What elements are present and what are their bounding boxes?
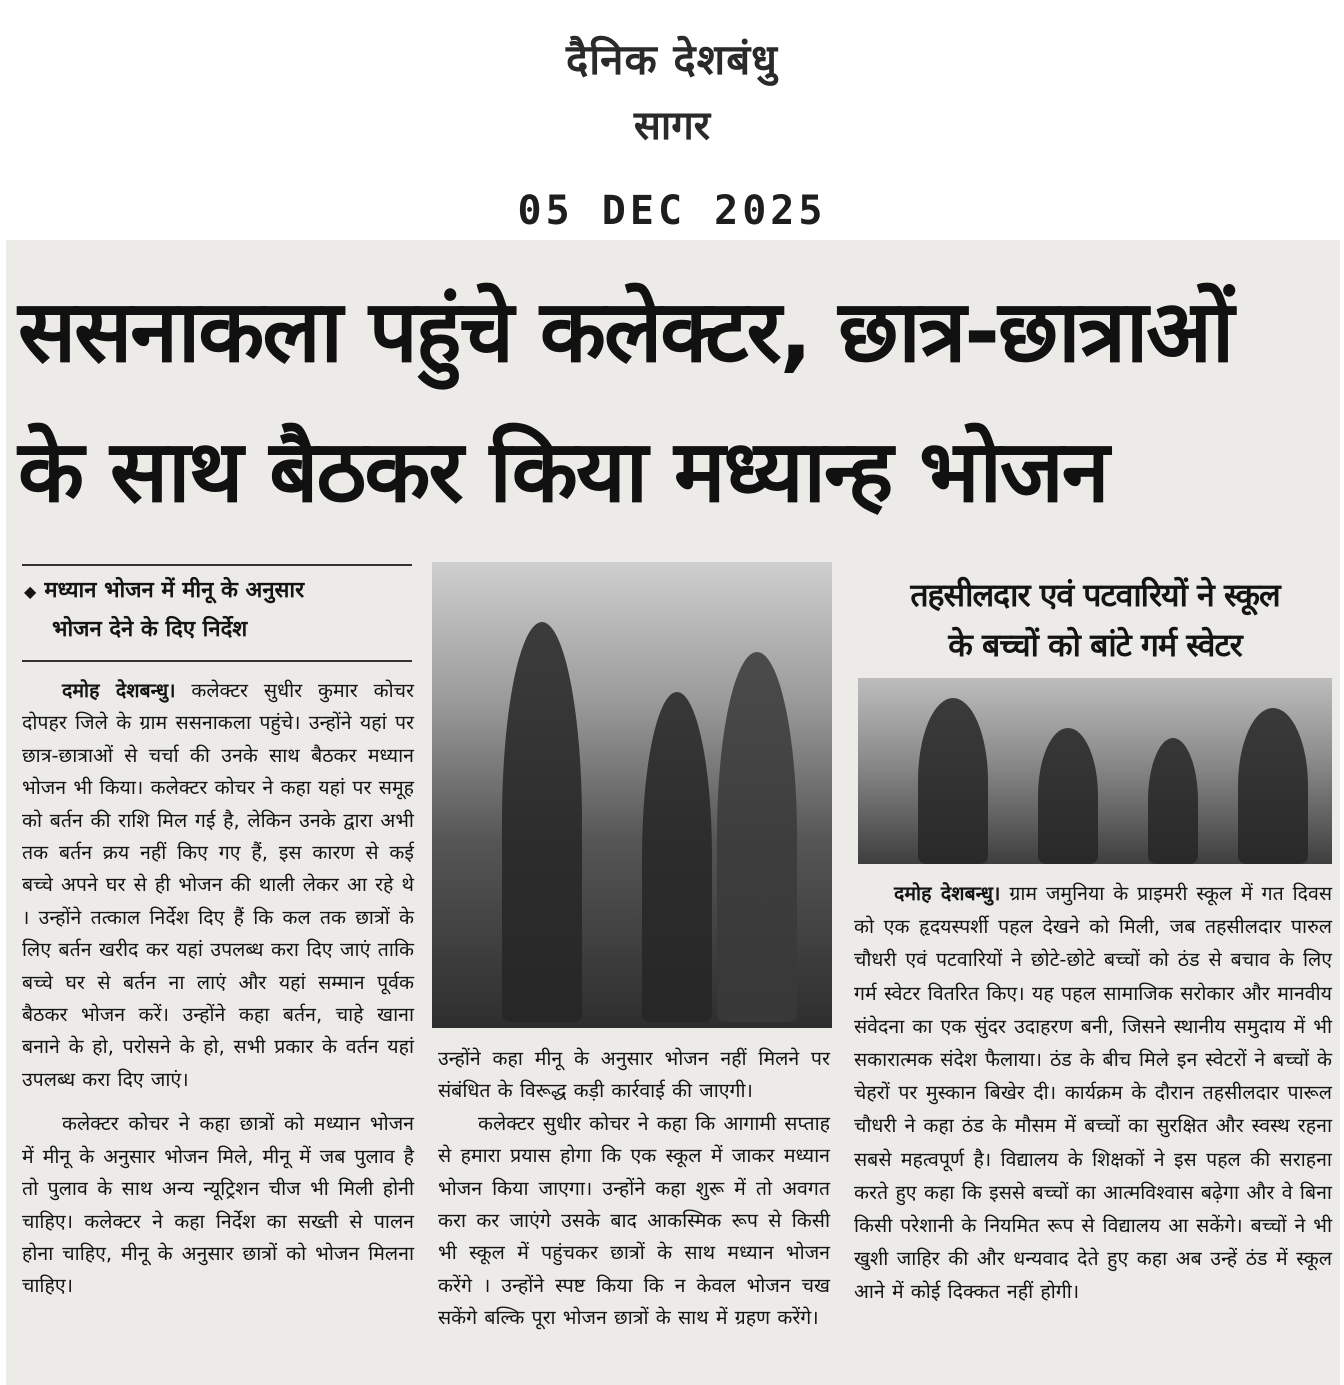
subhead-top-rule <box>22 564 412 566</box>
sweater-distribution-photo <box>858 678 1332 864</box>
main-story-column-1 <box>22 675 414 1303</box>
photo-person-silhouette <box>642 692 712 1022</box>
photo-person-silhouette <box>918 698 988 864</box>
diamond-bullet-icon: ◆ <box>24 582 37 601</box>
collector-meal-photo <box>432 562 832 1028</box>
photo-person-silhouette <box>1148 738 1198 864</box>
side-story-dateline: दमोह देशबन्धु। <box>894 882 1001 905</box>
main-subhead <box>24 572 404 649</box>
main-story-paragraph-3: उन्होंने कहा मीनू के अनुसार भोजन नहीं मिलने पर संबंधित के विरूद्ध कड़ी कार्रवाई की जाएगी। <box>438 1047 830 1103</box>
clipping-date-stamp: 05 DEC 2025 <box>517 188 827 234</box>
side-headline-line2: के बच्चों को बांटे गर्म स्वेटर <box>948 626 1242 664</box>
side-headline-line1: तहसीलदार एवं पटवारियों ने स्कूल <box>910 576 1280 614</box>
main-headline-line2: के साथ बैठकर किया मध्यान्ह भोजन <box>18 422 1108 522</box>
main-headline <box>18 262 1328 542</box>
photo-person-silhouette <box>1238 708 1308 864</box>
subhead-bottom-rule <box>22 660 412 662</box>
main-story-paragraph-1: कलेक्टर सुधीर कुमार कोचर दोपहर जिले के ग्राम ससनाकला पहुंचे। उन्होंने यहां पर छात्र-छात्राओं से चर्चा की उनके साथ बैठकर मध्यान भोजन भी किया। कलेक्टर कोचर ने कहा यहां पर समूह को बर्तन की राशि मिल गई है, लेकिन उनके द्वारा अभी तक बर्तन क्रय नहीं किए गए हैं, इस कारण से कई बच्चे अपने घर से ही भोजन की थाली लेकर आ रहे थे । उन्होंने तत्काल निर्देश दिए हैं कि कल तक छात्रों के लिए बर्तन खरीद कर यहां उपलब्ध करा दिए जाएं ताकि बच्चे घर से बर्तन ना लाएं और यहां सम्मान पूर्वक बैठकर भोजन करें। उन्होंने कहा बर्तन, चाहे खाना बनाने के हो, परोसने के हो, सभी प्रकार के वर्तन यहां उपलब्ध करा दिए जाएं। <box>22 679 414 1091</box>
side-headline <box>858 570 1332 670</box>
main-story-column-2 <box>438 1043 830 1335</box>
subhead-line1: मध्यान भोजन में मीनू के अनुसार <box>44 578 305 603</box>
subhead-line2: भोजन देने के दिए निर्देश <box>52 617 248 642</box>
masthead-city: सागर <box>633 103 711 149</box>
main-story-dateline: दमोह देशबन्धु। <box>62 679 176 702</box>
side-story-column <box>854 877 1332 1309</box>
main-story-paragraph-4: कलेक्टर सुधीर कोचर ने कहा कि आगामी सप्ताह से हमारा प्रयास होगा कि एक स्कूल में जाकर मध्यान भोजन किया जाएगा। उन्होंने कहा शुरू में तो अवगत करा कर जाएंगे उसके बाद आकस्मिक रूप से किसी भी स्कूल में पहुंचकर छात्रों के साथ मध्यान भोजन करेंगे । उन्होंने स्पष्ट किया कि न केवल भोजन चख सकेंगे बल्कि पूरा भोजन छात्रों के साथ में ग्रहण करेंगे। <box>438 1111 830 1330</box>
photo-person-silhouette <box>717 652 797 1022</box>
masthead-paper-name: दैनिक देशबंधु <box>565 35 779 84</box>
photo-person-silhouette <box>502 622 582 1022</box>
side-story-body: ग्राम जमुनिया के प्राइमरी स्कूल में गत दिवस को एक हृदयस्पर्शी पहल देखने को मिली, जब तहसीलदार पारुल चौधरी एवं पटवारियों ने छोटे-छोटे बच्चों को ठंड से बचाव के लिए गर्म स्वेटर वितरित किए। यह पहल सामाजिक सरोकार और मानवीय संवेदना का एक सुंदर उदाहरण बनी, जिसने स्थानीय समुदाय में भी सकारात्मक संदेश फैलाया। ठंड के बीच मिले इन स्वेटरों ने बच्चों के चेहरों पर मुस्कान बिखेर दी। कार्यक्रम के दौरान तहसीलदार पारूल चौधरी ने कहा ठंड के मौसम में बच्चों का सुरक्षित और स्वस्थ रहना सबसे महत्वपूर्ण है। विद्यालय के शिक्षकों ने इस पहल की सराहना करते हुए कहा कि इससे बच्चों का आत्मविश्वास बढ़ेगा और वे बिना किसी परेशानी के नियमित रूप से विद्यालय आ सकेंगे। बच्चों ने भी खुशी जाहिर की और धन्यवाद देते हुए कहा अब उन्हें ठंड में स्कूल आने में कोई दिक्कत नहीं होगी। <box>854 882 1333 1304</box>
main-headline-line1: ससनाकला पहुंचे कलेक्टर, छात्र-छात्राओं <box>18 282 1233 382</box>
main-story-paragraph-2: कलेक्टर कोचर ने कहा छात्रों को मध्यान भोजन में मीनू के अनुसार भोजन मिले, मीनू में जब पुलाव है तो पुलाव के साथ अन्य न्यूट्रिशन चीज भी मिली होनी चाहिए। कलेक्टर ने कहा निर्देश का सख्ती से पालन होना चाहिए, मीनू के अनुसार छात्रों को भोजन मिलना चाहिए। <box>22 1112 414 1298</box>
photo-person-silhouette <box>1038 728 1098 864</box>
